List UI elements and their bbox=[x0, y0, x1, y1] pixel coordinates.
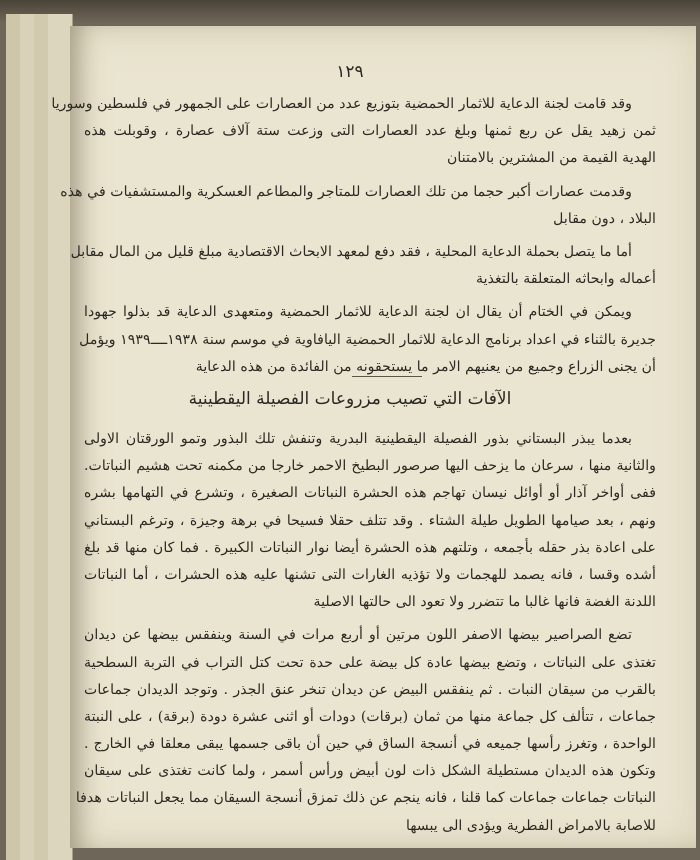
paragraph bbox=[84, 426, 656, 616]
page-edge bbox=[6, 14, 21, 860]
text-line: أشده وقسا ، فانه يصمد للهجمات ولا تؤذيه الغارات التى تشنها عليه هذه الحشرات ، أما النباتات bbox=[84, 566, 656, 583]
text-line: ففى أواخر آذار أو أوائل نيسان تهاجم هذه الحشرة النباتات الصغيرة ، وتشرع في التهامها بشره bbox=[84, 485, 656, 502]
text-line: الهدية القيمة من المشترين بالامتنان bbox=[446, 150, 656, 167]
page-edge bbox=[20, 14, 35, 860]
text-line: اللدنة الغضة فانها غالبا ما تتضرر ولا تعود الى حالتها الاصلية bbox=[313, 594, 656, 611]
text-line: البلاد ، دون مقابل bbox=[553, 210, 656, 227]
text-line: الواحدة ، وتغرز رأسها جميعه في أنسجة الساق في حين أن باقى جسمها يبقى معلقا في الخارج . bbox=[84, 736, 656, 753]
text-line: للاصابة بالامراض الفطرية ويؤدى الى يبسها bbox=[406, 817, 656, 834]
text-line: وقدمت عصارات أكبر حجما من تلك العصارات للمتاجر والمطاعم العسكرية والمستشفيات في هذه bbox=[60, 183, 632, 200]
paragraph bbox=[51, 91, 656, 173]
text-line: وتكون هذه الديدان مستطيلة الشكل ذات لون أبيض ورأس أسمر ، ولما كانت تغتذى على سيقان bbox=[84, 763, 656, 780]
section-divider bbox=[352, 376, 422, 377]
section-1-text bbox=[51, 91, 656, 381]
paragraph bbox=[79, 299, 656, 381]
text-line: ويمكن في الختام أن يقال ان لجنة الدعاية للاثمار الحمضية ومتعهدى الدعاية قد بذلوا جهودا bbox=[84, 304, 632, 321]
text-line: تغتذى على النباتات ، وتضع بيضها عادة كل بيضة على حدة تحت كتل التراب في التربة السطحية bbox=[84, 654, 656, 671]
text-line: جديرة بالثناء في اعداد برنامج الدعاية للاثمار الحمضية اليافاوية في موسم سنة ١٩٣٨ــــ١٩٣٩ ويؤمل bbox=[79, 331, 656, 348]
text-line: ونهم ، بعد صيامها الطويل طيلة الشتاء . وقد تتلف حقلا فسيحا في برهة وجيزة ، وترغم البستاني bbox=[84, 512, 656, 529]
text-line: والثانية منها ، سرعان ما يزحف اليها صرصور البطيخ الاحمر خارجا من مكمنه تحت هشيم النباتات. bbox=[84, 458, 656, 475]
section-heading: الآفات التي تصيب مزروعات الفصيلة اليقطينية bbox=[188, 389, 512, 409]
text-line: النباتات جماعات جماعات كما قلنا ، فانه ينجم عن ذلك تمزق أنسجة السيقان مما يجعل النباتات هدفا bbox=[75, 790, 656, 807]
text-line: جماعات ، تتألف كل جماعة منها من ثمان (برقات) دودات أو اثنى عشرة دودة (برقة) ، على النبتة bbox=[84, 708, 656, 725]
text-line: أما ما يتصل بحملة الدعاية المحلية ، فقد دفع لمعهد الابحاث الاقتصادية مبلغ قليل من المال مقابل bbox=[70, 243, 632, 260]
text-line: ثمن زهيد يقل عن ربع ثمنها وبلغ عدد العصارات التى وزعت ستة آلاف عصارة ، وقوبلت هذه bbox=[84, 123, 656, 140]
text-line: أعماله وابحاثه المتعلقة بالتغذية bbox=[476, 271, 656, 288]
text-line: أن يجنى الزراع وجميع من يعنيهم الامر ما يستحقونه من الفائدة من هذه الدعاية bbox=[195, 358, 656, 375]
page-edge bbox=[34, 14, 49, 860]
text-line: بالقرب من سيقان النبات . ثم ينفقس البيض عن ديدان تنخر عنق الجذر . وتوجد الديدان جماعات bbox=[84, 681, 656, 698]
section-2-text bbox=[75, 426, 656, 840]
paragraph bbox=[75, 622, 656, 840]
paragraph bbox=[60, 179, 656, 233]
text-line: بعدما يبذر البستاني بذور الفصيلة اليقطينية البدرية وتنفش تلك البذور وتمو الورقتان الاولى bbox=[84, 431, 632, 447]
text-line: على اعادة بذر حقله بأجمعه ، وتلتهم هذه الحشرة أيضا نوار النباتات الكبيرة . فما كان منها قد بلغ bbox=[84, 539, 656, 556]
text-line: تضع الصراصير بيضها الاصفر اللون مرتين أو أربع مرات في السنة وينفقس بيضها عن ديدان bbox=[84, 627, 632, 644]
paragraph bbox=[70, 239, 656, 293]
text-line: وقد قامت لجنة الدعاية للاثمار الحمضية بتوزيع عدد من العصارات على الجمهور في فلسطين وسوريا bbox=[51, 96, 632, 112]
page-number: ١٢٩ bbox=[336, 62, 364, 82]
